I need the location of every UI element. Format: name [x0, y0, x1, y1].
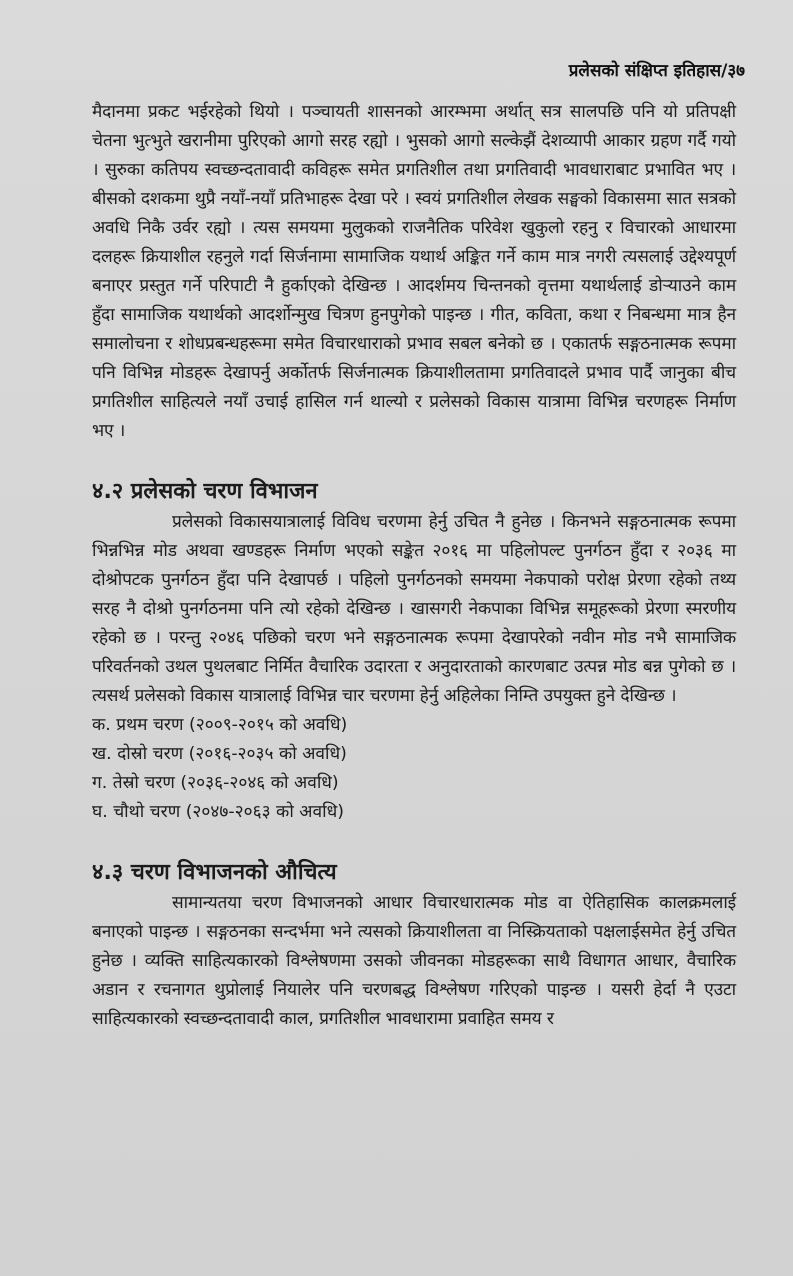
section-spacer — [92, 446, 736, 458]
section-spacer — [92, 827, 736, 839]
phase-item-1: क. प्रथम चरण (२००९-२०१५ को अवधि) — [92, 715, 348, 735]
intro-paragraph: मैदानमा प्रकट भईरहेको थियो । पञ्चायती शासनको आरम्भमा अर्थात् सत्र सालपछि पनि यो प्रतिपक्षी चेतना भुत्भुते खरानीमा पुरिएको आगो सरह रह्यो । भुसको आगो सल्केझैं देशव्यापी आकार ग्रहण गर्दै गयो । सुरुका कतिपय स्वच्छन्दतावादी कविहरू समेत प्रगतिशील तथा प्रगतिवादी भावधाराबाट प्रभावित भए । बीसको दशकमा थुप्रै नयाँ-नयाँ प्रतिभाहरू देखा परे । स्वयं प्रगतिशील लेखक सङ्घको विकासमा सात सत्रको अवधि निकै उर्वर रह्यो । त्यस समयमा मुलुकको राजनैतिक परिवेश खुकुलो रहनु र विचारको आधारमा दलहरू क्रियाशील रहनुले गर्दा सिर्जनामा सामाजिक यथार्थ अङ्कित गर्ने काम मात्र नगरी त्यसलाई उद्देश्यपूर्ण बनाएर प्रस्तुत गर्ने परिपाटी नै हुर्काएको देखिन्छ । आदर्शमय चिन्तनको वृत्तमा यथार्थलाई डोऱ्याउने काम हुँदा सामाजिक यथार्थको आदर्शोन्मुख चित्रण हुनपुगेको पाइन्छ । गीत, कविता, कथा र निबन्धमा मात्र हैन समालोचना र शोधप्रबन्धहरूमा समेत विचारधाराको प्रभाव सबल बनेको छ । एकातर्फ सङ्गठनात्मक रूपमा पनि विभिन्न मोडहरू देखापर्नु अर्कोतर्फ सिर्जनात्मक क्रियाशीलतामा प्रगतिवादले प्रभाव पार्दै जानुका बीच प्रगतिशील साहित्यले नयाँ उचाई हासिल गर्न थाल्यो र प्रलेसको विकास यात्रामा विभिन्न चरणहरू निर्माण भए । — [92, 102, 736, 441]
running-header: प्रलेसको संक्षिप्त इतिहास/३७ — [568, 61, 745, 81]
phase-item-3: ग. तेस्रो चरण (२०३६-२०४६ को अवधि) — [92, 773, 339, 793]
section-4-3-paragraph: सामान्यतया चरण विभाजनको आधार विचारधारात्मक मोड वा ऐतिहासिक कालक्रमलाई बनाएको पाइन्छ । सङ्गठनका सन्दर्भमा भने त्यसको क्रियाशीलता वा निस्क्रियताको पक्षलाईसमेत हेर्नु उचित हुनेछ । व्यक्ति साहित्यकारको विश्लेषणमा उसको जीवनका मोडहरूका साथै विधागत आधार, वैचारिक अडान र रचनागत थुप्रोलाई नियालेर पनि चरणबद्ध विश्लेषण गरिएको पाइन्छ । यसरी हेर्दा नै एउटा साहित्यकारको स्वच्छन्दतावादी काल, प्रगतिशील भावधारामा प्रवाहित समय र — [92, 893, 736, 1029]
section-4-2-paragraph: प्रलेसको विकासयात्रालाई विविध चरणमा हेर्नु उचित नै हुनेछ । किनभने सङ्गठनात्मक रूपमा भिन्नभिन्न मोड अथवा खण्डहरू निर्माण भएको सङ्केत २०१६ मा पहिलोपल्ट पुनर्गठन हुँदा र २०३६ मा दोश्रोपटक पुनर्गठन हुँदा पनि देखापर्छ । पहिलो पुनर्गठनको समयमा नेकपाको परोक्ष प्रेरणा रहेको तथ्य सरह नै दोश्रो पुनर्गठनमा पनि त्यो रहेको देखिन्छ । खासगरी नेकपाका विभिन्न समूहरूको प्रेरणा स्मरणीय रहेको छ । परन्तु २०४६ पछिको चरण भने सङ्गठनात्मक रूपमा देखापरेको नवीन मोड नभै सामाजिक परिवर्तनको उथल पुथलबाट निर्मित वैचारिक उदारता र अनुदारताको कारणबाट उत्पन्न मोड बन्न पुगेको छ । त्यसर्थ प्रलेसको विकास यात्रालाई विभिन्न चार चरणमा हेर्नु अहिलेका निम्ति उपयुक्त हुने देखिन्छ । — [92, 512, 736, 706]
phase-item-4: घ. चौथो चरण (२०४७-२०६३ को अवधि) — [92, 802, 344, 822]
page-body — [92, 98, 736, 1034]
phase-list — [92, 711, 736, 827]
section-4-3-heading: ४.३ चरण विभाजनको औचित्य — [92, 860, 337, 885]
section-4-2-heading: ४.२ प्रलेसको चरण विभाजन — [92, 479, 318, 504]
phase-item-2: ख. दोस्रो चरण (२०१६-२०३५ को अवधि) — [92, 744, 347, 764]
